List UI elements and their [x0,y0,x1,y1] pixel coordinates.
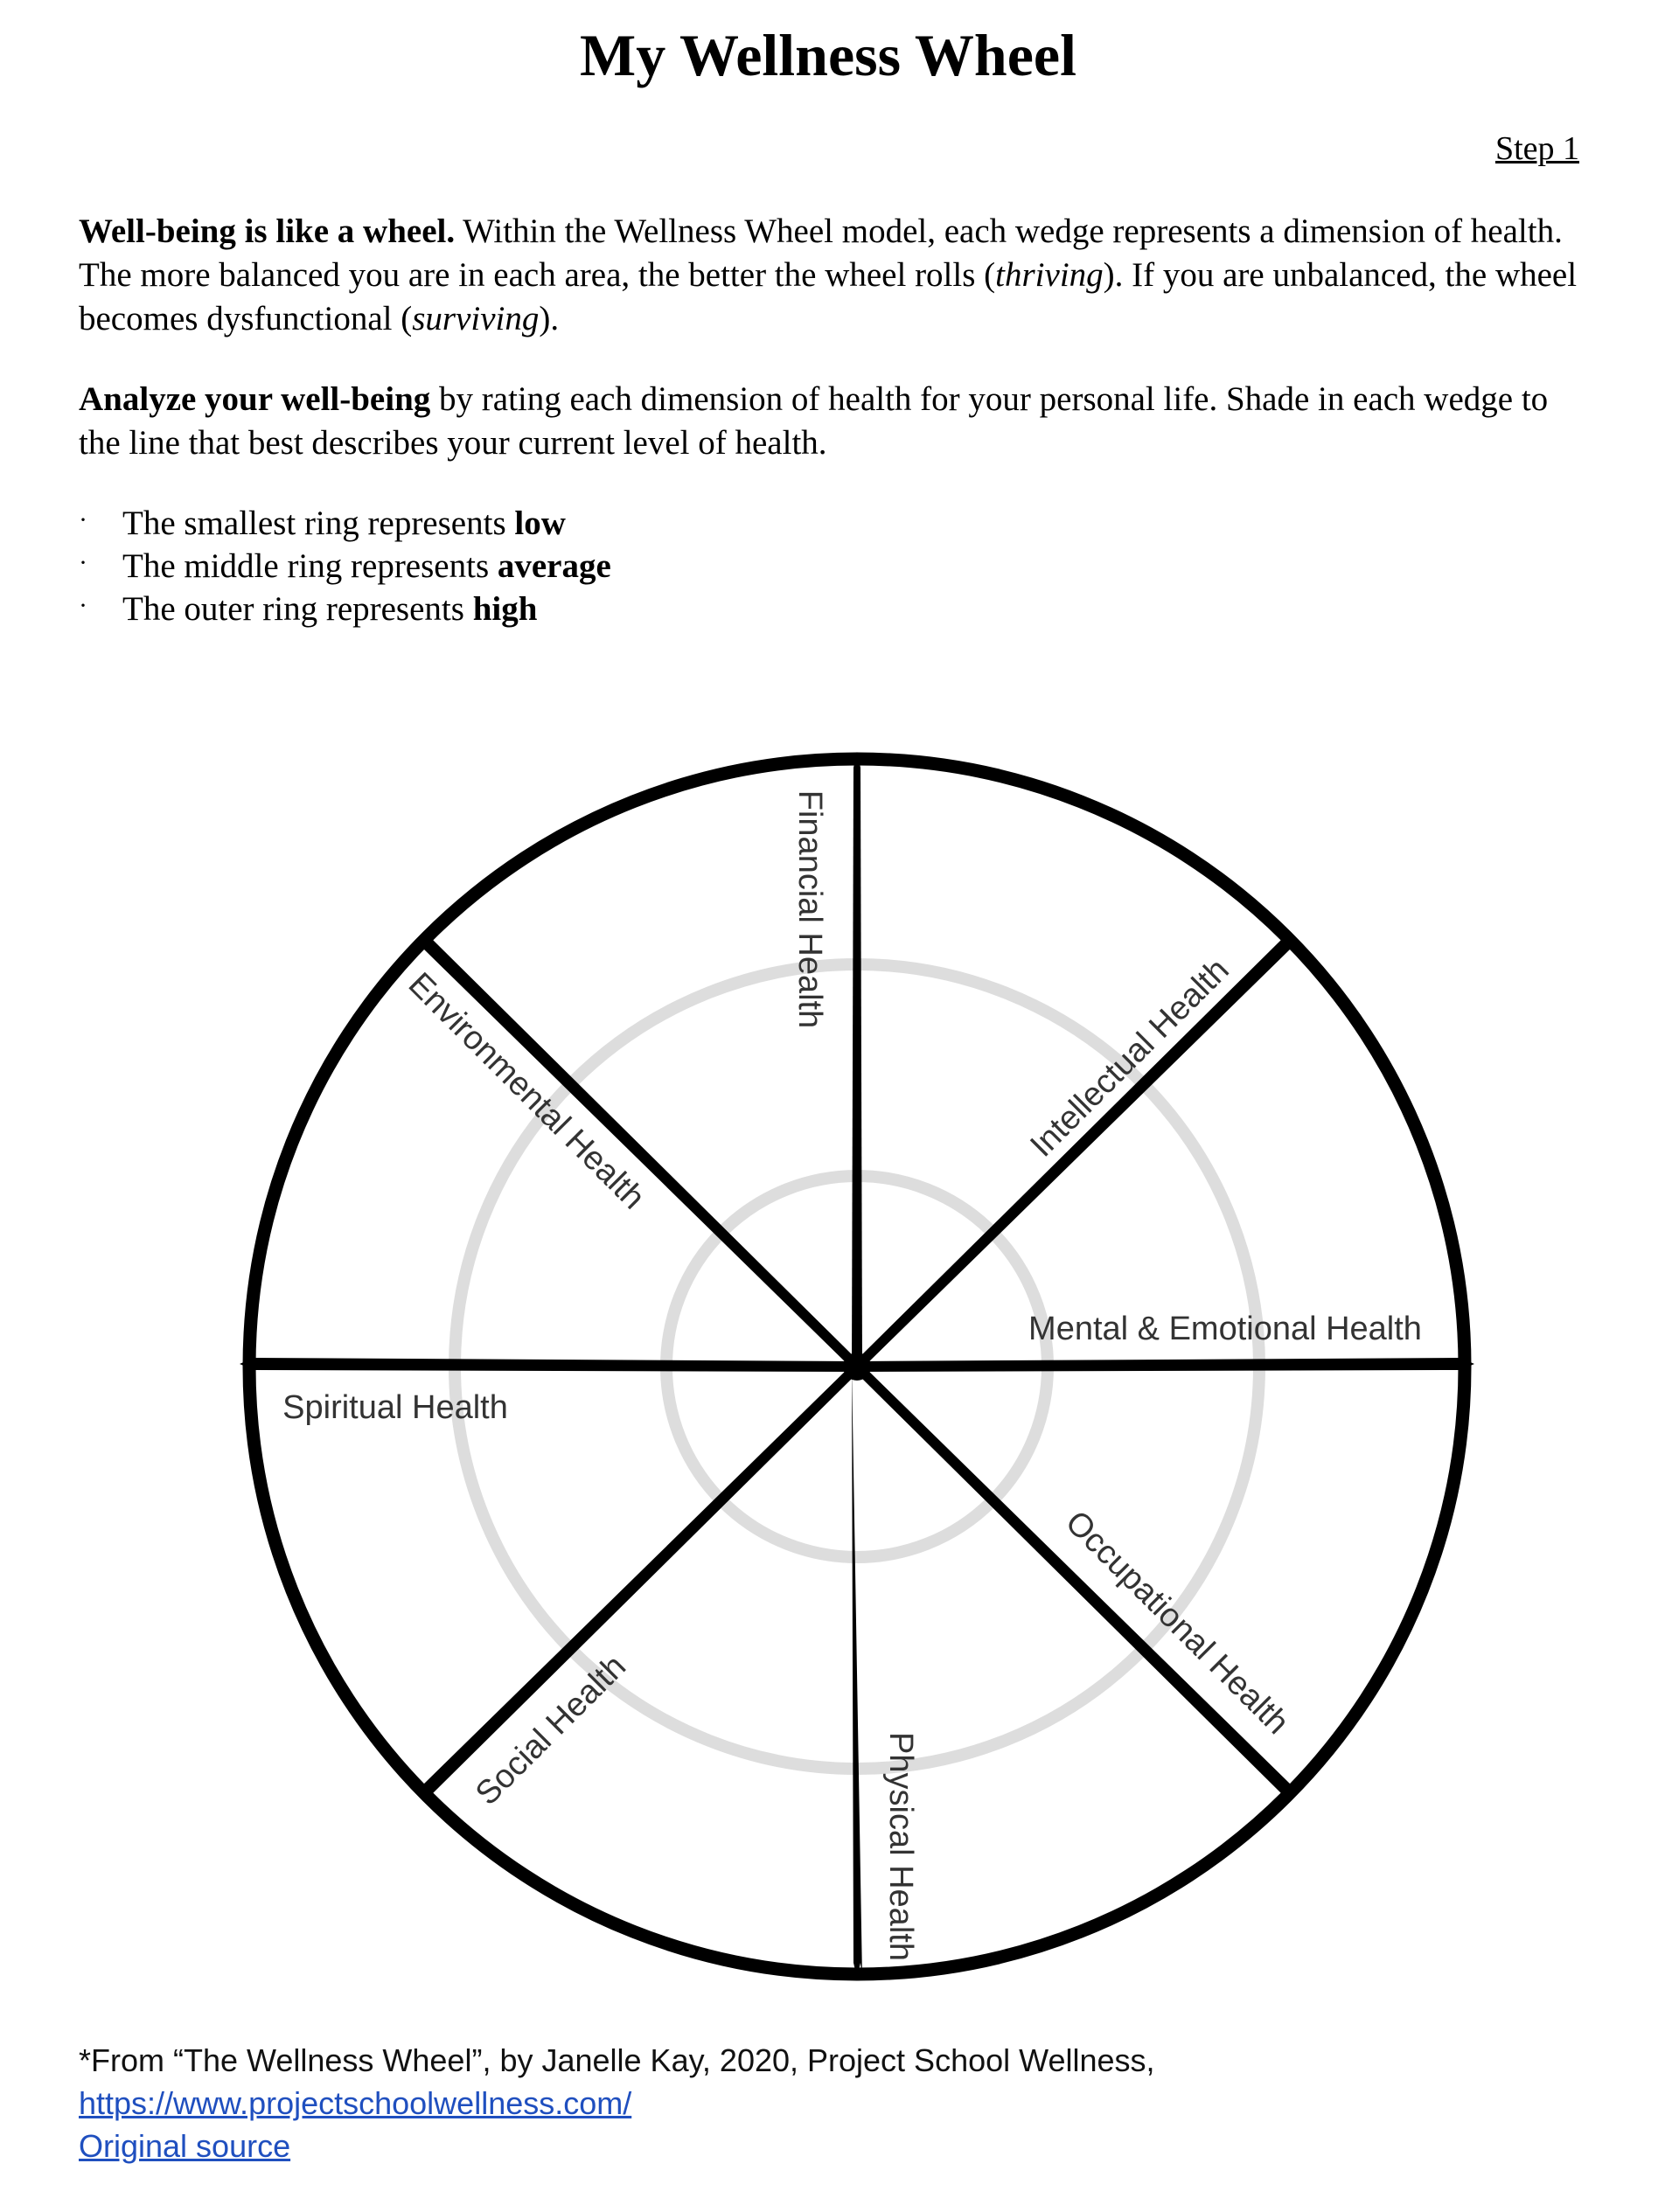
bullet-marker: · [79,591,87,620]
spoke-bottom-right [853,1363,1292,1794]
label-mental-emotional-health: Mental & Emotional Health [1028,1311,1422,1347]
original-source-link[interactable]: Original source [79,2128,291,2164]
intro-text-b: ). If you are unbalanced, the wheel becomes dysfunctional ( [79,256,1578,337]
intro-text-c: ). [539,300,560,337]
intro-italic-thriving: thriving [995,256,1104,294]
label-environmental-health: Environmental Health [401,965,652,1217]
source-url-link[interactable]: https://www.projectschoolwellness.com/ [79,2085,632,2121]
label-social-health: Social Health [468,1647,634,1813]
label-intellectual-health: Intellectual Health [1023,951,1237,1165]
bullet-bold: average [497,547,611,585]
spoke-bottom-left [421,1363,860,1794]
spoke-top-right [853,939,1292,1370]
page-title: My Wellness Wheel [580,22,1076,88]
bullet-bold: low [514,504,566,542]
intro-italic-surviving: surviving [412,300,540,337]
bullet-text: The smallest ring represents [122,504,515,542]
step-label: Step 1 [1494,130,1579,167]
spoke-bottom [852,1367,862,1979]
bullet-marker: · [79,548,87,577]
instructions-text: by rating each dimension of health for your personal life. Shade in each wedge to the line that best describes your current level of health. [79,380,1549,462]
label-occupational-health: Occupational Health [1058,1504,1296,1742]
citation-footer [79,2039,1155,2167]
bullet-text: The middle ring represents [122,547,498,585]
bullet-text: The outer ring represents [122,590,473,628]
instructions-bold: Analyze your well-being [79,380,431,418]
intro-text-a: Within the Wellness Wheel model, each wedge represents a dimension of health. The more balanced you are in each area, the better the wheel rolls ( [79,212,1563,294]
bullet-marker: · [79,505,87,534]
hub [843,1353,871,1381]
label-physical-health: Physical Health [882,1732,919,1961]
spoke-left [240,1358,857,1372]
intro-bold: Well-being is like a wheel. [79,212,456,250]
spoke-top [852,752,862,1367]
bullet-bold: high [472,590,538,628]
spoke-right [857,1358,1474,1372]
citation-text: *From “The Wellness Wheel”, by Janelle Kay, 2020, Project School Wellness, [79,2042,1155,2078]
label-spiritual-health: Spiritual Health [282,1389,508,1426]
label-financial-health: Financial Health [791,790,828,1029]
